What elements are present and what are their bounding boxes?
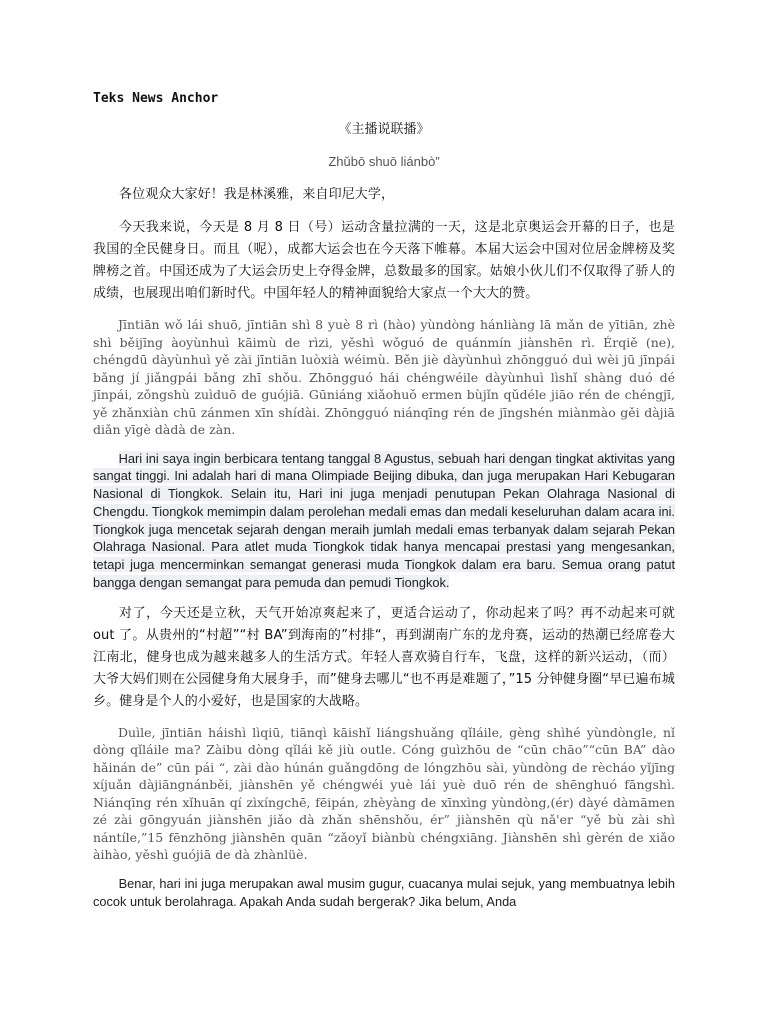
paragraph-indonesian-2: Benar, hari ini juga merupakan awal musim gugur, cuacanya mulai sejuk, yang membuatnya lebih cocok untuk berolahraga. Apakah Anda sudah bergerak? Jika belum, Anda [93, 875, 675, 909]
title-pinyin: Zhǔbō shuō liánbò” [328, 154, 440, 169]
paragraph-greeting: 各位观众大家好！我是林溪雅，来自印尼大学， [119, 187, 395, 202]
paragraph-chinese-1: 今天我来说，今天是 8 月 8 日（号）运动含量拉满的一天，这是北京奥运会开幕的日子，也是我国的全民健身日。而且（呢），成都大运会也在今天落下帷幕。本届大运会中国对位居金牌榜及奖牌榜之首。中国还成为了大运会历史上夺得金牌，总数最多的国家。姑娘小伙儿们不仅取得了骄人的成绩，也展现出咱们新时代。中国年轻人的精神面貌给大家点一个大大的赞。 [93, 220, 675, 301]
shaded-text: Hari ini saya ingin berbicara tentang tanggal 8 Agustus, sebuah hari dengan tingkat aktivitas yang sangat tinggi. Ini adalah hari di mana Olimpiade Beijing dibuka, dan juga merupakan Hari Kebugaran Nasional di Tiongkok. Selain itu, Hari ini juga menjadi penutupan Pekan Olahraga Nasional di Chengdu. Tiongkok memimpin dalam perolehan medali emas dan medali keseluruhan dalam acara ini. Tiongkok juga mencetak sejarah dengan meraih jumlah medali emas terbanyak dalam sejarah Pekan Olahraga Nasional. Para atlet muda Tiongkok tidak hanya mencapai prestasi yang mengesankan, tetapi juga mencerminkan semangat generasi muda Tiongkok dalam era baru. Semua orang patut bangga dengan semangat para pemuda dan pemudi Tiongkok. [93, 450, 675, 591]
paragraph-indonesian-1 [93, 450, 675, 592]
paragraph-pinyin-2: Duìle, jīntiān háishì lìqiū, tiānqì kāishǐ liángshuǎng qǐláile, gèng shìhé yùndòngle, nǐ dòng qǐláile ma? Zàibu dòng qǐlái kě jiù outle. Cóng guìzhōu de “cūn chāo”“cūn BA” dào hǎinán de” cūn pái “, zài dào húnán guǎngdōng de lóngzhōu sài, yùndòng de rècháo yǐjīng xíjuǎn dàjiāngnánběi, jiànshēn yě chéngwéi yuè lái yuè duō rén de shēnghuó fāngshì. Niánqīng rén xǐhuān qí zìxíngchē, fēipán, zhèyàng de xīnxìng yùndòng,(ér) dàyé dàmāmen zé zài gōngyuán jiànshēn jiǎo dà zhǎn shēnshǒu, ér” jiànshēn qù nǎ'er “yě bù zài shì nántíle,”15 fēnzhōng jiànshēn quān “zǎoyǐ biànbù chéngxiāng. Jiànshēn shì gèrén de xiǎo àihào, yěshì guójiā de dà zhànlüè. [93, 724, 675, 863]
paragraph-chinese-2: 对了，今天还是立秋，天气开始凉爽起来了，更适合运动了，你动起来了吗？再不动起来可就 out 了。从贵州的“村超”“村 BA”到海南的”村排“，再到湖南广东的龙舟赛，运动的热潮已经席卷大江南北，健身也成为越来越多人的生活方式。年轻人喜欢骑自行车，飞盘，这样的新兴运动，（而）大爷大妈们则在公园健身角大展身手，而”健身去哪儿“也不再是难题了，”15 分钟健身圈“早已遍布城乡。健身是个人的小爱好，也是国家的大战略。 [93, 605, 675, 709]
title-chinese: 《主播说联播》 [338, 122, 430, 137]
paragraph-pinyin-1: Jīntiān wǒ lái shuō, jīntiān shì 8 yuè 8 rì (hào) yùndòng hánliàng lā mǎn de yītiān, zhè shì běijīng àoyùnhuì kāimù de rìzi, yěshì wǒguó de quánmín jiànshēn rì. Érqiě (ne), chéngdū dàyùnhuì yě zài jīntiān luòxià wéimù. Běn jiè dàyùnhuì zhōngguó duì wèi jū jīnpái bǎng jí jiǎngpái bǎng zhī shǒu. Zhōngguó hái chéngwéile dàyùnhuì lìshǐ shàng duó dé jīnpái, zǒngshù zuìduō de guójiā. Gūniáng xiǎohuǒ ermen bùjǐn qǔdéle jiāo rén de chéngjī, yě zhǎnxiàn chū zánmen xīn shídài. Zhōngguó niánqīng rén de jīngshén miànmào gěi dàjiā diǎn yīgè dàdà de zàn. [93, 317, 675, 437]
document-heading: Teks News Anchor [93, 91, 219, 106]
